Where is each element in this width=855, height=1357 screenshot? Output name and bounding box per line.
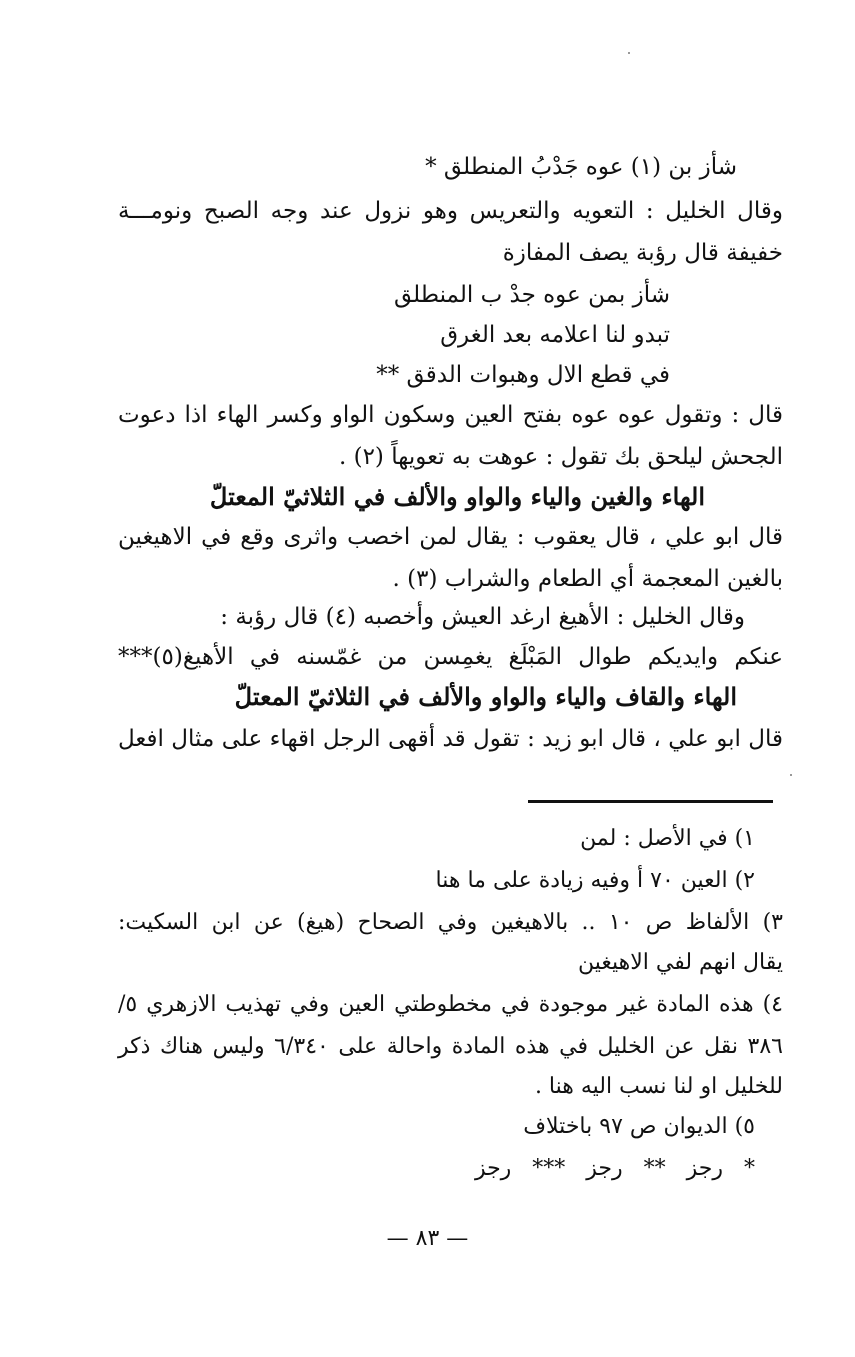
verse-line-1: شأز بمن عوه جدْ ب المنطلق: [393, 282, 670, 308]
body-line-3: خفيفة قال رؤبة يصف المفازة: [502, 240, 783, 266]
footnote-4-end: للخليل او لنا نسب اليه هنا .: [534, 1074, 783, 1099]
section-heading-2: الهاء والقاف والياء والواو والألف في الثلاثيّ المعتلّ: [234, 682, 737, 711]
body-line-6: قال ابو علي ، قال يعقوب : يقال لمن اخصب واثرى وقع في الاهيغين: [118, 524, 783, 550]
meter-note: * رجز ** رجز *** رجز: [474, 1156, 755, 1181]
footnote-1: ١) في الأصل : لمن: [580, 826, 755, 851]
footnote-4-cont: ٣٨٦ نقل عن الخليل في هذه المادة واحالة على ٦/٣٤٠ وليس هناك ذكر: [118, 1034, 783, 1059]
footnote-2: ٢) العين ٧٠ أ وفيه زيادة على ما هنا: [435, 868, 755, 893]
footnote-4: ٤) هذه المادة غير موجودة في مخطوطتي العين وفي تهذيب الازهري ٥/: [118, 992, 783, 1017]
verse-line-3: في قطع الال وهبوات الدقق **: [376, 362, 670, 388]
body-line-1: شأز بن (١) عوه جَدْبُ المنطلق *: [425, 154, 737, 180]
verse-line-4: عنكم وايديكم طوال المَبْلَغ يغمِسن من غمّسنه في الأهيغ(٥)***: [118, 644, 783, 670]
scan-speck: [790, 774, 792, 776]
body-line-5: الجحش ليلحق بك تقول : عوهت به تعويهاً (٢) .: [338, 444, 783, 470]
section-heading-1: الهاء والغين والياء والواو والألف في الثلاثيّ المعتلّ: [209, 482, 705, 511]
verse-line-2: تبدو لنا اعلامه بعد الغرق: [440, 322, 670, 348]
body-line-2: وقال الخليل : التعويه والتعريس وهو نزول عند وجه الصبح ونومـــة: [118, 198, 783, 224]
footnote-3-cont: يقال انهم لفي الاهيغين: [577, 950, 783, 975]
scan-speck: [628, 52, 630, 54]
body-line-7: بالغين المعجمة أي الطعام والشراب (٣) .: [392, 566, 783, 592]
page-number: — ٨٣ —: [386, 1226, 469, 1251]
body-line-9: قال ابو علي ، قال ابو زيد : تقول قد أقهى الرجل اقهاء على مثال افعل: [118, 726, 783, 752]
footnote-separator: [528, 800, 773, 803]
body-line-8: وقال الخليل : الأهيغ ارغد العيش وأخصبه (٤) قال رؤبة :: [220, 604, 745, 630]
body-line-4: قال : وتقول عوه عوه بفتح العين وسكون الواو وكسر الهاء اذا دعوت: [118, 402, 783, 428]
footnote-5: ٥) الديوان ص ٩٧ باختلاف: [523, 1114, 755, 1139]
footnote-3: ٣) الألفاظ ص ١٠ .. بالاهيغين وفي الصحاح (هيغ) عن ابن السكيت:: [118, 910, 783, 935]
